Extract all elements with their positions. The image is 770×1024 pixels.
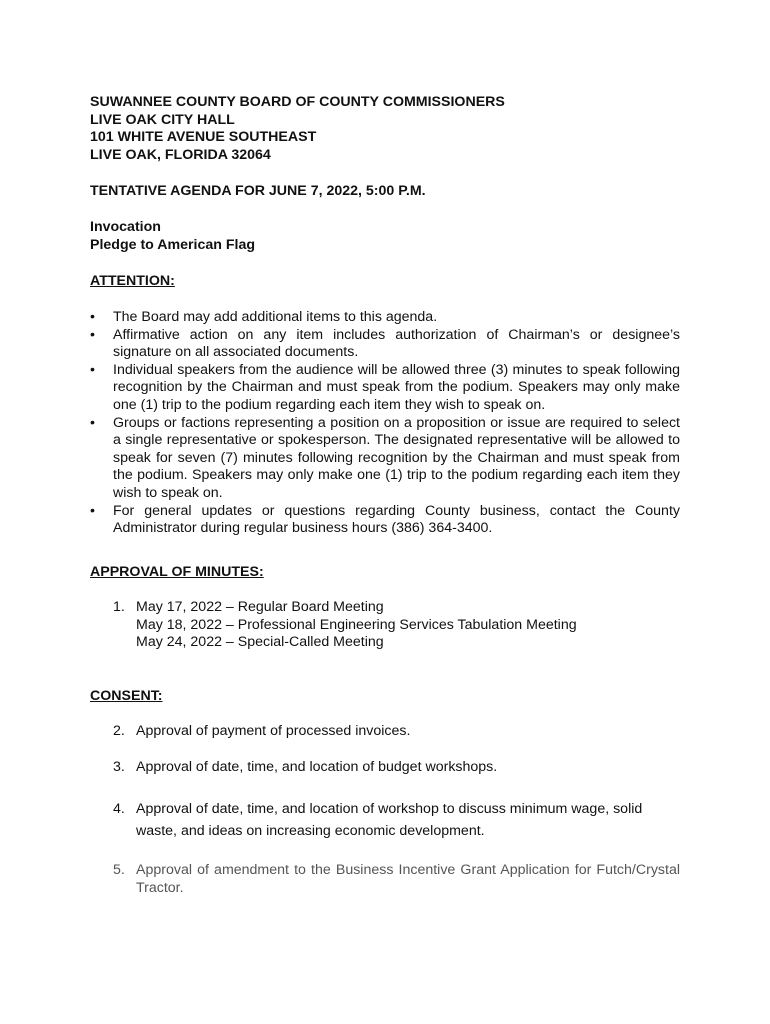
- attention-item: [90, 362, 680, 415]
- consent-item-text: Approval of amendment to the Business Incentive Grant Application for Futch/Crystal Tractor.: [136, 862, 680, 896]
- consent-item-text: Approval of date, time, and location of workshop to discuss minimum wage, solid waste, and ideas on increasing economic development.: [136, 801, 643, 839]
- attention-item: [90, 327, 680, 362]
- item-number: 5.: [113, 862, 125, 878]
- attention-item-text: For general updates or questions regarding County business, contact the County Administrator during regular business hours (386) 364-3400.: [113, 502, 680, 537]
- attention-item-text: Groups or factions representing a position on a proposition or issue are required to select a single representative or spokesperson. The designated representative will be allowed to speak for seven (7) minutes following recognition by the Chairman and must speak from the podium. Speakers may only make one (1) trip to the podium regarding each item they wish to speak on.: [113, 414, 680, 501]
- bullet-icon: •: [90, 414, 95, 431]
- minutes-line: May 17, 2022 – Regular Board Meeting: [136, 599, 384, 615]
- minutes-line: May 24, 2022 – Special-Called Meeting: [136, 634, 384, 651]
- attention-item-text: Affirmative action on any item includes authorization of Chairman’s or designee’s signature on all associated documents.: [113, 326, 680, 361]
- header-venue: LIVE OAK CITY HALL: [90, 111, 235, 128]
- item-number: 4.: [113, 801, 125, 817]
- attention-heading: ATTENTION:: [90, 273, 175, 289]
- attention-list: [90, 309, 680, 538]
- pledge-label: Pledge to American Flag: [90, 236, 256, 253]
- consent-heading: CONSENT:: [90, 688, 163, 704]
- consent-item: [113, 798, 680, 842]
- header-street: 101 WHITE AVENUE SOUTHEAST: [90, 129, 317, 146]
- bullet-icon: •: [90, 502, 95, 519]
- consent-item: [113, 759, 680, 777]
- consent-item: [113, 862, 680, 897]
- agenda-title: TENTATIVE AGENDA FOR JUNE 7, 2022, 5:00 P.M.: [90, 183, 426, 199]
- consent-item-text: Approval of date, time, and location of budget workshops.: [136, 759, 498, 775]
- minutes-item: [113, 599, 680, 652]
- bullet-icon: •: [90, 309, 95, 325]
- attention-item: [90, 415, 680, 503]
- item-number: 1.: [113, 599, 125, 615]
- attention-item: [90, 309, 680, 327]
- item-number: 3.: [113, 759, 125, 775]
- bullet-icon: •: [90, 326, 95, 343]
- attention-item: [90, 503, 680, 538]
- attention-item-text: The Board may add additional items to this agenda.: [113, 309, 438, 325]
- minutes-heading: APPROVAL OF MINUTES:: [90, 564, 264, 580]
- opening-items: [90, 219, 680, 254]
- consent-item: [113, 723, 680, 741]
- header-board-name: SUWANNEE COUNTY BOARD OF COUNTY COMMISSIONERS: [90, 94, 505, 110]
- header-address: [90, 94, 680, 164]
- header-city: LIVE OAK, FLORIDA 32064: [90, 146, 271, 163]
- invocation-label: Invocation: [90, 219, 161, 235]
- bullet-icon: •: [90, 361, 95, 378]
- minutes-line: May 18, 2022 – Professional Engineering Services Tabulation Meeting: [136, 616, 577, 633]
- consent-item-text: Approval of payment of processed invoices.: [136, 723, 411, 739]
- attention-item-text: Individual speakers from the audience will be allowed three (3) minutes to speak following recognition by the Chairman and must speak from the podium. Speakers may only make one (1) trip to the podium regarding each item they wish to speak on.: [113, 361, 680, 413]
- item-number: 2.: [113, 723, 125, 739]
